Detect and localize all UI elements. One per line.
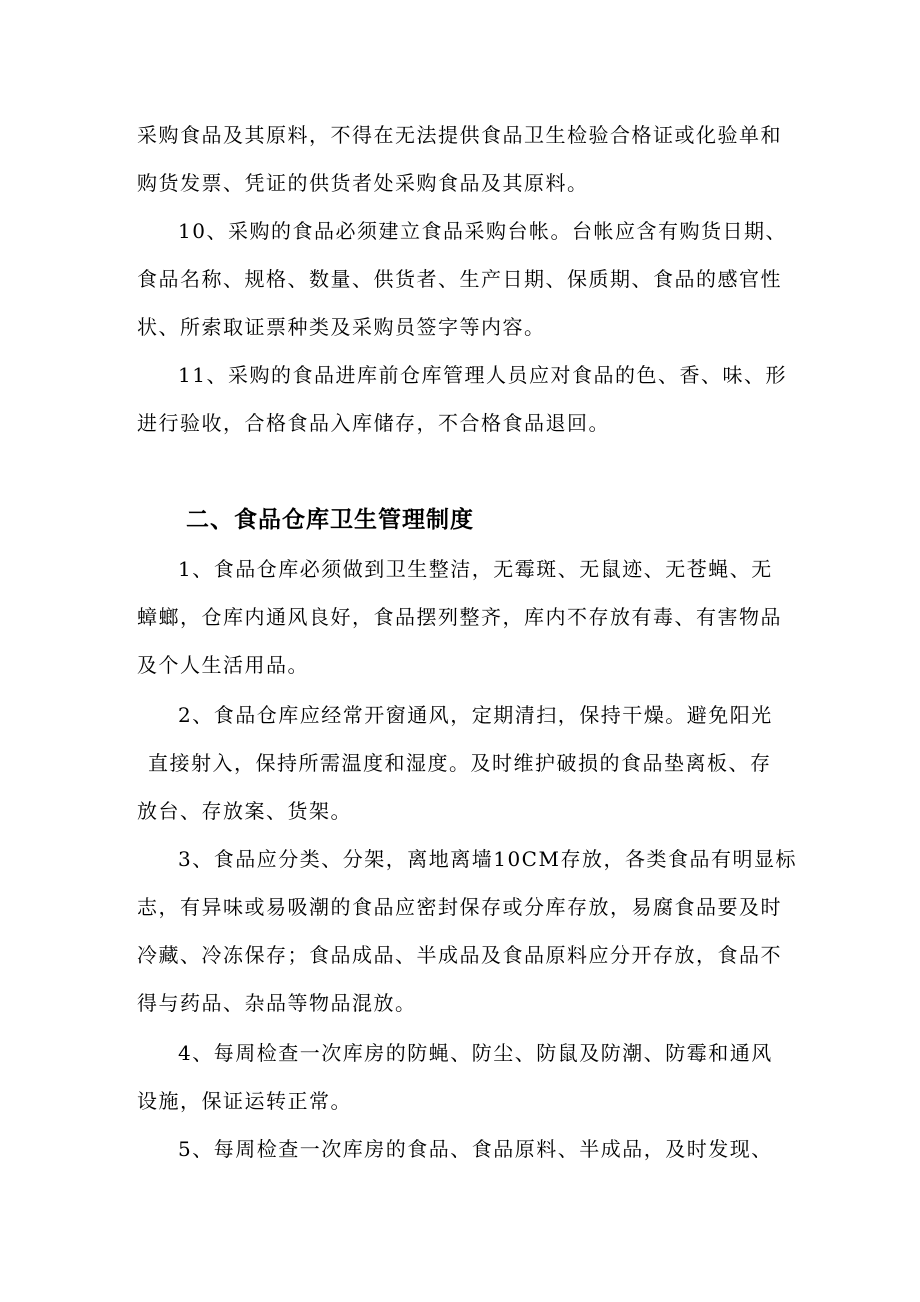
paragraph-line: 及个人生活用品。 bbox=[137, 653, 309, 677]
paragraph-line: 购货发票、凭证的供货者处采购食品及其原料。 bbox=[137, 171, 589, 195]
paragraph-line: 放台、存放案、货架。 bbox=[137, 799, 352, 823]
paragraph-line: 10、采购的食品必须建立食品采购台帐。台帐应含有购货日期、 bbox=[178, 219, 787, 243]
paragraph-line: 采购食品及其原料，不得在无法提供食品卫生检验合格证或化验单和 bbox=[137, 123, 782, 147]
paragraph-line: 11、采购的食品进库前仓库管理人员应对食品的色、香、味、形 bbox=[178, 363, 787, 387]
paragraph-line: 冷藏、冷冻保存；食品成品、半成品及食品原料应分开存放，食品不 bbox=[137, 943, 782, 967]
paragraph-line: 蟑螂，仓库内通风良好，食品摆列整齐，库内不存放有毒、有害物品 bbox=[137, 605, 782, 629]
paragraph-line: 3、食品应分类、分架，离地离墙10CM存放，各类食品有明显标 bbox=[178, 847, 797, 871]
paragraph-line: 5、每周检查一次库房的食品、食品原料、半成品，及时发现、 bbox=[178, 1137, 773, 1161]
paragraph-line: 志，有异味或易吸潮的食品应密封保存或分库存放，易腐食品要及时 bbox=[137, 895, 782, 919]
paragraph-line: 直接射入，保持所需温度和湿度。及时维护破损的食品垫离板、存 bbox=[148, 751, 772, 775]
paragraph-line: 4、每周检查一次库房的防蝇、防尘、防鼠及防潮、防霉和通风 bbox=[178, 1041, 773, 1065]
paragraph-line: 得与药品、杂品等物品混放。 bbox=[137, 991, 417, 1015]
paragraph-line: 2、食品仓库应经常开窗通风，定期清扫，保持干燥。避免阳光 bbox=[178, 703, 773, 727]
paragraph-line: 进行验收，合格食品入库储存，不合格食品退回。 bbox=[137, 411, 610, 435]
paragraph-line: 设施，保证运转正常。 bbox=[137, 1089, 352, 1113]
paragraph-line: 1、食品仓库必须做到卫生整洁，无霉斑、无鼠迹、无苍蝇、无 bbox=[178, 557, 773, 581]
paragraph-line: 状、所索取证票种类及采购员签字等内容。 bbox=[137, 315, 546, 339]
paragraph-line: 食品名称、规格、数量、供货者、生产日期、保质期、食品的感官性 bbox=[137, 267, 782, 291]
section-heading: 二、食品仓库卫生管理制度 bbox=[186, 507, 474, 533]
